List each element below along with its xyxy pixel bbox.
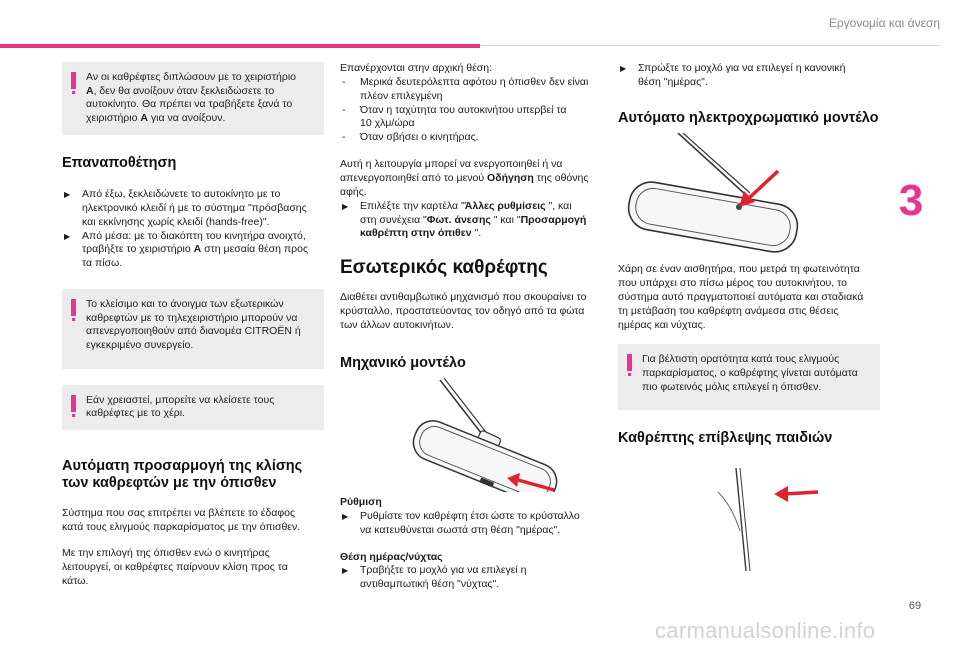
section-title-reposition: Επαναποθέτηση bbox=[62, 154, 177, 171]
section-title-interior-mirror: Εσωτερικός καθρέφτης bbox=[340, 257, 548, 279]
info-icon bbox=[71, 299, 76, 316]
paragraph: Αυτή η λειτουργία μπορεί να ενεργοποιηθεί ή να απενεργοποιηθεί από το μενού Οδήγηση της οθόνης αφής. bbox=[340, 158, 589, 198]
bullet-arrow-icon: ▶ bbox=[64, 231, 71, 241]
page-number: 69 bbox=[908, 600, 922, 612]
bullet-item: ▶ Σπρώξτε το μοχλό για να επιλεγεί η κανονική θέση "ημέρας". bbox=[620, 62, 846, 88]
bullet-arrow-icon: ▶ bbox=[620, 64, 627, 73]
info-icon bbox=[627, 354, 632, 371]
running-title: Εργονομία και άνεση bbox=[828, 16, 940, 30]
bullet-arrow-icon: ▶ bbox=[64, 189, 71, 199]
paragraph: Επανέρχονται στην αρχική θέση: bbox=[340, 62, 492, 74]
paragraph: Διαθέτει αντιθαμβωτικό μηχανισμό που σκουραίνει το κρύσταλλο, προστατεύοντας τον οδηγό από τα φώτα των άλλων αυτοκινήτων. bbox=[340, 291, 587, 332]
watermark: carmanualsonline.info bbox=[655, 618, 876, 643]
info-note: Αν οι καθρέφτες διπλώσουν με το χειριστήριο A, δεν θα ανοίξουν όταν ξεκλειδώσετε το αυτοκίνητο. Θα πρέπει να τραβήξετε ξανά το χειριστήριο A για να ανοίξουν. bbox=[62, 62, 324, 135]
bullet-arrow-icon: ▶ bbox=[342, 566, 349, 576]
dash-item: - Όταν σβήσει ο κινητήρας. bbox=[342, 131, 479, 144]
electrochromic-mirror-illustration bbox=[618, 133, 880, 253]
subsection-title-mechanical: Μηχανικό μοντέλο bbox=[340, 354, 466, 371]
column-3 bbox=[618, 62, 880, 571]
paragraph: Σύστημα που σας επιτρέπει να βλέπετε το έδαφος κατά τους ελιγμούς παρκαρίσματος με την όπισθεν. bbox=[62, 506, 301, 533]
bullet-item: ▶ Από έξω, ξεκλειδώνετε το αυτοκίνητο με το ηλεκτρονικό κλειδί ή με το σύστημα "πρόσβασης και εκκίνησης χωρίς κλειδί (hands-free)". bbox=[64, 187, 307, 228]
bullet-arrow-icon: ▶ bbox=[342, 511, 349, 521]
info-note: Εάν χρειαστεί, μπορείτε να κλείσετε τους καθρέφτες με το χέρι. bbox=[62, 385, 324, 430]
section-title-auto-tilt: Αυτόματη προσαρμογή της κλίσης των καθρεφτών με την όπισθεν bbox=[62, 457, 303, 492]
child-mirror-illustration bbox=[618, 456, 880, 571]
bullet-item: ▶ Επιλέξτε την καρτέλα "Άλλες ρυθμίσεις ", και στη συνέχεια "Φωτ. άνεσης " και "Προσαρμογή καθρέπτη στην όπιθεν ". bbox=[342, 199, 587, 240]
bullet-item: ▶ Τραβήξτε το μοχλό για να επιλεγεί η αντιθαμπωτική θέση "νύχτας". bbox=[342, 564, 527, 591]
header-divider bbox=[480, 45, 940, 46]
mechanical-mirror-illustration bbox=[370, 372, 570, 492]
bullet-arrow-icon: ▶ bbox=[342, 201, 349, 211]
info-note: Για βέλτιστη ορατότητα κατά τους ελιγμούς παρκαρίσματος, ο καθρέφτης γίνεται αυτόματα πιο φωτεινός μόλις επιλεγεί η όπισθεν. bbox=[618, 344, 880, 410]
label-adjustment: Ρύθμιση bbox=[340, 496, 382, 509]
paragraph: Με την επιλογή της όπισθεν ενώ ο κινητήρας λειτουργεί, οι καθρέφτες παίρνουν κλίση προς τα κάτω. bbox=[62, 547, 288, 588]
dash-item: - Όταν η ταχύτητα του αυτοκινήτου υπερβεί τα 10 χλμ/ώρα bbox=[342, 103, 567, 130]
paragraph: Χάρη σε έναν αισθητήρα, που μετρά τη φωτεινότητα που υπάρχει στο πίσω μέρος του αυτοκινήτου, το σύστημα αυτό πραγματοποιεί αυτόματα και σταδιακά τη μετάβαση του καθρέφτη ανάμεσα στις θέσεις ημέρας και νύχτας. bbox=[618, 263, 864, 331]
section-title-child-mirror: Καθρέπτης επίβλεψης παιδιών bbox=[618, 430, 833, 447]
info-icon bbox=[71, 72, 76, 89]
info-note: Το κλείσιμο και το άνοιγμα των εξωτερικών καθρεφτών με το τηλεχειριστήριο μπορούν να απενεργοποιηθούν από διανομέα CITROËN ή εγκεκριμένο συνεργείο. bbox=[62, 289, 324, 369]
label-day-night: Θέση ημέρας/νύχτας bbox=[340, 550, 443, 563]
bullet-item: ▶ Ρυθμίστε τον καθρέφτη έτσι ώστε το κρύσταλλο να κατευθύνεται σωστά στη θέση "ημέρας". bbox=[342, 509, 580, 536]
column-1 bbox=[62, 62, 324, 589]
dash-item: - Μερικά δευτερόλεπτα αφότου η όπισθεν δεν είναι πλέον επιλεγμένη bbox=[342, 75, 589, 102]
info-icon bbox=[71, 395, 76, 412]
column-2 bbox=[340, 62, 600, 592]
section-title-auto-electrochromic: Αυτόματο ηλεκτροχρωματικό μοντέλο bbox=[618, 109, 879, 126]
chapter-number: 3 bbox=[898, 176, 924, 225]
bullet-item: ▶ Από μέσα: με το διακόπτη του κινητήρα ανοιχτό, τραβήξτε το χειριστήριο A στη μεσαία θέση προς τα πίσω. bbox=[64, 229, 309, 270]
header-accent-bar bbox=[0, 44, 480, 48]
